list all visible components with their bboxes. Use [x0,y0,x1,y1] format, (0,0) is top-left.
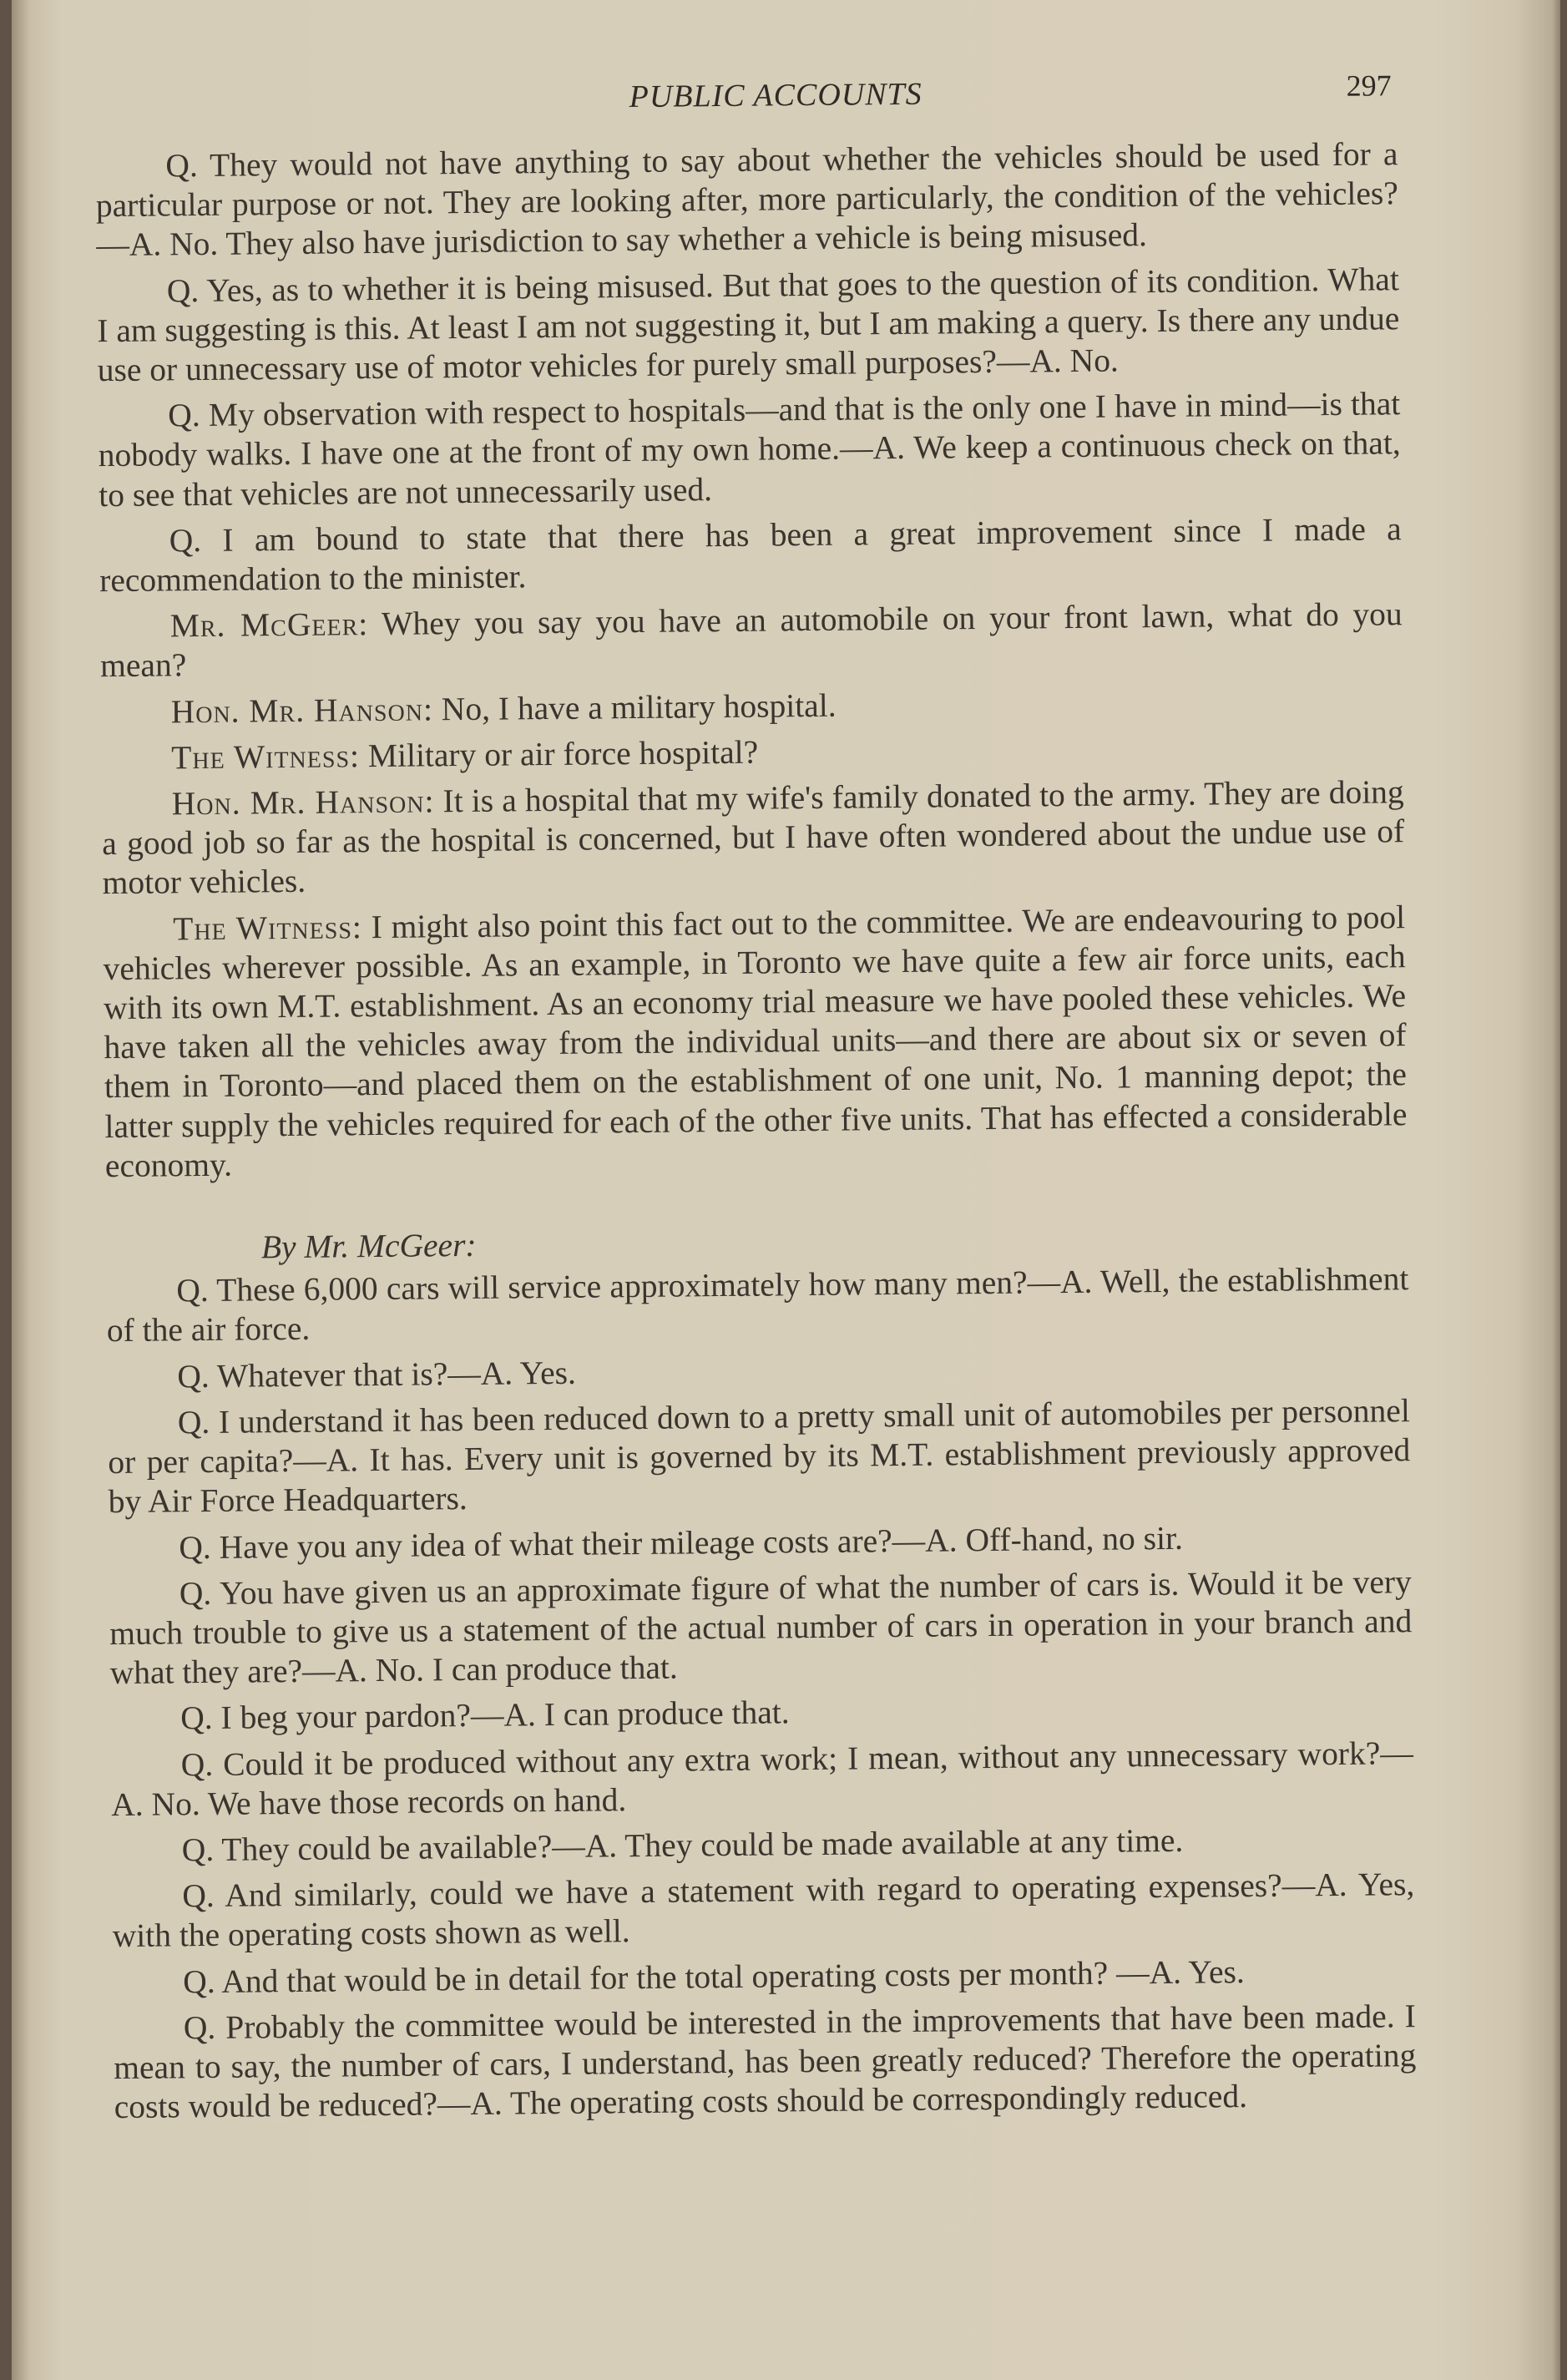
speaker-name: Mr. McGeer: [169,605,369,645]
paragraph: Q. I am bound to state that there has been a great improvement since I made a recommendation to the minister. [99,510,1402,600]
speaker-paragraph: Mr. McGeer: Whey you say you have an automobile on your front lawn, what do you mean? [99,595,1403,685]
paragraph: Q. These 6,000 cars will service approximately how many men?—A. Well, the establishment of the air force. [106,1260,1409,1350]
paragraph: Q. And similarly, could we have a statement with regard to operating expenses?—A. Yes, with the operating costs shown as well. [112,1866,1415,1955]
page-content [12,0,1560,2380]
byline: By Mr. McGeer: [260,1226,477,1266]
speaker-paragraph: Hon. Mr. Hanson: It is a hospital that my wife's family donated to the army. They are doing a good job so far as the hospital is concerned, but I have often wondered about the undue use of motor vehicles. [102,773,1405,902]
speaker-paragraph: The Witness: I might also point this fact out to the committee. We are endeavouring to pool vehicles wherever possible. As an example, in Toronto we have quite a few air force units, each with its own M.T. establishment. As an economy trial measure we have pooled these vehicles. We have taken all the vehicles away from the individual units—and there are about six or seven of them in Toronto—and placed them on the establishment of one unit, No. 1 manning depot; the latter supply the vehicles required for each of the other five units. That has effected a considerable economy. [103,898,1408,1185]
page-header [12,69,1550,134]
body-text [95,134,1417,2134]
speaker-paragraph: The Witness: Military or air force hospital? [171,733,759,777]
speaker-name: The Witness: [172,908,363,948]
paragraph: Q. Have you any idea of what their mileage costs are?—A. Off-hand, no sir. [179,1519,1184,1566]
speaker-name: The Witness: [171,737,361,777]
paragraph: Q. They could be available?—A. They could be made available at any time. [181,1821,1184,1869]
paragraph: Q. And that would be in detail for the total operating costs per month? —A. Yes. [183,1952,1245,2000]
speaker-paragraph: Hon. Mr. Hanson: No, I have a military hospital. [170,686,837,730]
paragraph: Q. Could it be produced without any extra work; I mean, without any unnecessary work?—A. No. We have those records on hand. [111,1734,1413,1823]
page-number: 297 [1346,68,1392,103]
speaker-name: Hon. Mr. Hanson: [170,690,434,730]
paragraph: Q. You have given us an approximate figure of what the number of cars is. Would it be very much trouble to give us a statement of the actual number of cars in operation in your branch and what they are?—A. No. I can produce that. [109,1562,1413,1692]
paragraph: Q. Whatever that is?—A. Yes. [177,1354,577,1395]
speaker-name: Hon. Mr. Hanson: [171,782,435,823]
paragraph: Q. I beg your pardon?—A. I can produce that. [180,1694,790,1737]
book-page [12,0,1560,2380]
paragraph: Q. Probably the committee would be interested in the improvements that have been made. I mean to say, the number of cars, I understand, has been greatly reduced? Therefore the operating costs would be reduced?—A. The operating costs should be correspondingly reduced. [114,1997,1417,2126]
paragraph: Q. They would not have anything to say about whether the vehicles should be used for a particular purpose or not. They are looking after, more particularly, the condition of the vehicles?—A. No. They also have jurisdiction to say whether a vehicle is being misused. [95,135,1399,264]
paragraph: Q. My observation with respect to hospitals—and that is the only one I have in mind—is that nobody walks. I have one at the front of my own home.—A. We keep a continuous check on that, to see that vehicles are not unnecessarily used. [98,385,1401,514]
paragraph: Q. I understand it has been reduced down to a pretty small unit of automobiles per personnel or per capita?—A. It has. Every unit is governed by its M.T. establishment previously approved by Air Force Headquarters. [108,1392,1411,1521]
paragraph: Q. Yes, as to whether it is being misused. But that goes to the question of its condition. What I am suggesting is this. At least I am not suggesting it, but I am making a query. Is there any undue use or unnecessary use of motor vehicles for purely small purposes?—A. No. [97,260,1400,389]
running-title: PUBLIC ACCOUNTS [629,76,923,115]
